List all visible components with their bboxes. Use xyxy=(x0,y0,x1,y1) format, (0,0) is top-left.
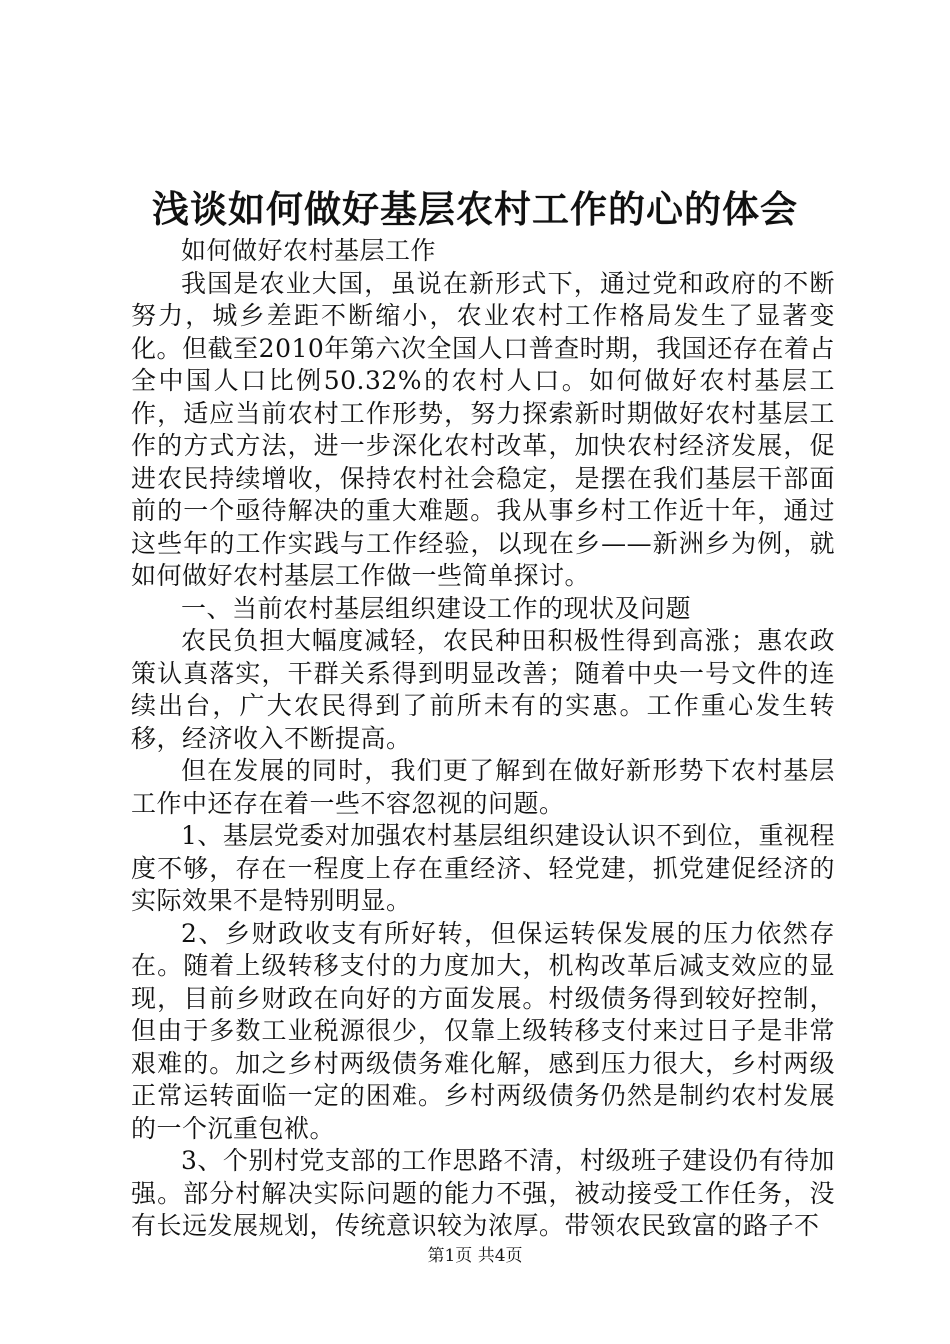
page-footer: 第1页 共4页 xyxy=(427,1246,523,1266)
paragraph-status: 农民负担大幅度减轻，农民种田积极性得到高涨；惠农政策认真落实，干群关系得到明显改善；随着中央一号文件的连续出台，广大农民得到了前所未有的实惠。工作重心发生转移，经济收入不断提高。 xyxy=(131,626,835,753)
section-heading: 一、当前农村基层组织建设工作的现状及问题 xyxy=(181,593,692,623)
paragraph-intro: 我国是农业大国，虽说在新形式下，通过党和政府的不断努力，城乡差距不断缩小，农业农村工作格局发生了显著变化。但截至2010年第六次全国人口普查时期，我国还存在着占全中国人口比例50.32%的农村人口。如何做好农村基层工作，适应当前农村工作形势，努力探索新时期做好农村基层工作的方式方法，进一步深化农村改革，加快农村经济发展，促进农民持续增收，保持农村社会稳定，是摆在我们基层干部面前的一个亟待解决的重大难题。我从事乡村工作近十年，通过这些年的工作实践与工作经验，以现在乡——新洲乡为例，就如何做好农村基层工作做一些简单探讨。 xyxy=(131,268,835,590)
document-body xyxy=(131,235,835,1243)
document-title: 浅谈如何做好基层农村工作的心的体会 xyxy=(152,187,798,231)
paragraph-problems-intro: 但在发展的同时，我们更了解到在做好新形势下农村基层工作中还存在着一些不容忽视的问题。 xyxy=(131,756,835,818)
paragraph-problem-2: 2、乡财政收支有所好转，但保运转保发展的压力依然存在。随着上级转移支付的力度加大，机构改革后减支效应的显现，目前乡财政在向好的方面发展。村级债务得到较好控制，但由于多数工业税源很少，仅靠上级转移支付来过日子是非常艰难的。加之乡村两级债务难化解，感到压力很大，乡村两级正常运转面临一定的困难。乡村两级债务仍然是制约农村发展的一个沉重包袱。 xyxy=(131,918,835,1143)
paragraph-problem-3: 3、个别村党支部的工作思路不清，村级班子建设仍有待加强。部分村解决实际问题的能力不强，被动接受工作任务，没有长远发展规划，传统意识较为浓厚。带领农民致富的路子不 xyxy=(131,1146,835,1240)
paragraph-problem-1: 1、基层党委对加强农村基层组织建设认识不到位，重视程度不够，存在一程度上存在重经济、轻党建，抓党建促经济的实际效果不是特别明显。 xyxy=(131,821,835,915)
paragraph-subtitle: 如何做好农村基层工作 xyxy=(181,236,437,265)
